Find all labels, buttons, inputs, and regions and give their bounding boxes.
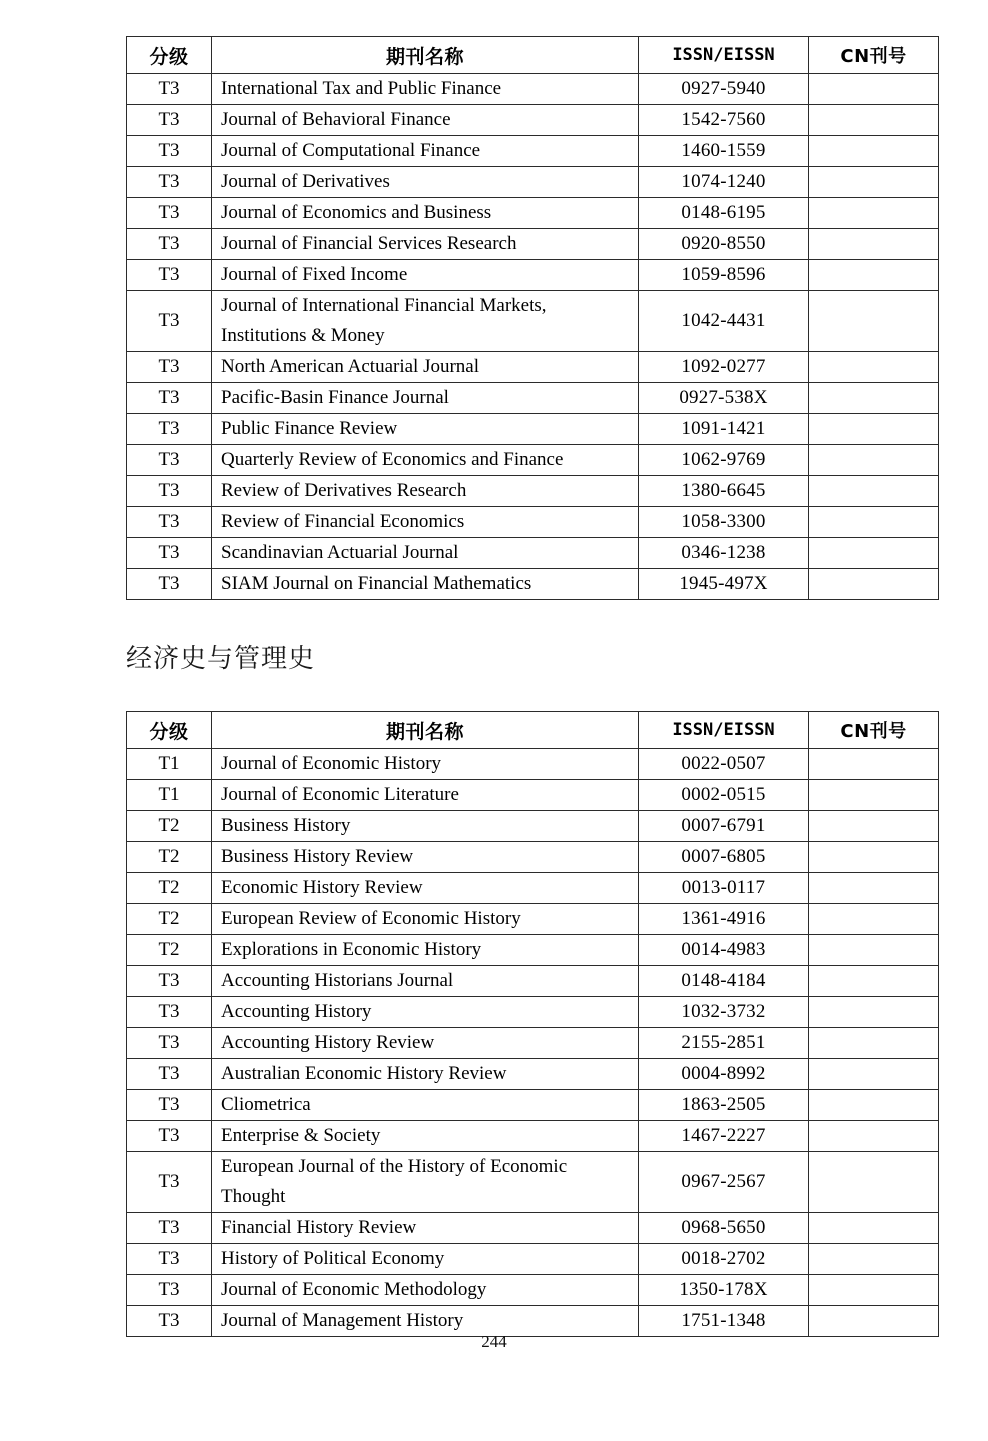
cell-journal-name	[212, 1121, 639, 1152]
journal-name-line: European Journal of the History of Economic	[221, 1156, 568, 1177]
journal-name-line: Review of Financial Economics	[221, 511, 465, 532]
journal-name-line: Journal of Economic Methodology	[221, 1279, 487, 1300]
cell-issn: 1542-7560	[639, 105, 809, 136]
table-row	[127, 476, 939, 507]
journal-name-line: Journal of International Financial Markets,	[221, 295, 547, 316]
cell-journal-name	[212, 291, 639, 352]
cell-issn: 0002-0515	[639, 780, 809, 811]
cell-journal-name	[212, 569, 639, 600]
cell-journal-name	[212, 842, 639, 873]
column-header-journal-name: 期刊名称	[212, 712, 639, 749]
journal-name-line: Enterprise & Society	[221, 1125, 381, 1146]
table-row	[127, 291, 939, 352]
table-row	[127, 873, 939, 904]
table-row	[127, 167, 939, 198]
cell-issn: 1059-8596	[639, 260, 809, 291]
journal-name-line: SIAM Journal on Financial Mathematics	[221, 573, 532, 594]
table-row	[127, 445, 939, 476]
cell-journal-name	[212, 935, 639, 966]
table-row	[127, 1152, 939, 1213]
cell-cn-number	[809, 569, 939, 600]
cell-rank: T2	[127, 904, 212, 935]
cell-cn-number	[809, 780, 939, 811]
cell-issn: 0967-2567	[639, 1152, 809, 1213]
table-row	[127, 74, 939, 105]
cell-rank: T3	[127, 569, 212, 600]
journal-name-line: European Review of Economic History	[221, 908, 521, 929]
table-row	[127, 507, 939, 538]
table-row	[127, 352, 939, 383]
table-header-row	[127, 37, 939, 74]
cell-journal-name	[212, 105, 639, 136]
cell-issn: 1074-1240	[639, 167, 809, 198]
cell-issn: 1091-1421	[639, 414, 809, 445]
cell-journal-name	[212, 749, 639, 780]
cell-cn-number	[809, 507, 939, 538]
cell-cn-number	[809, 136, 939, 167]
cell-journal-name	[212, 507, 639, 538]
cell-cn-number	[809, 74, 939, 105]
journal-name-line: Economic History Review	[221, 877, 423, 898]
column-header-cn: CN刊号	[809, 712, 939, 749]
journal-name-line: Journal of Financial Services Research	[221, 233, 517, 254]
cell-rank: T3	[127, 383, 212, 414]
cell-journal-name	[212, 1059, 639, 1090]
cell-rank: T2	[127, 811, 212, 842]
cell-issn: 1032-3732	[639, 997, 809, 1028]
cell-cn-number	[809, 1090, 939, 1121]
cell-cn-number	[809, 873, 939, 904]
cell-cn-number	[809, 935, 939, 966]
cell-journal-name	[212, 966, 639, 997]
cell-cn-number	[809, 904, 939, 935]
table-row	[127, 1121, 939, 1152]
cell-rank: T2	[127, 935, 212, 966]
table-row	[127, 414, 939, 445]
cell-issn: 0004-8992	[639, 1059, 809, 1090]
cell-journal-name	[212, 229, 639, 260]
cell-cn-number	[809, 1244, 939, 1275]
journal-name-line: Journal of Economic Literature	[221, 784, 459, 805]
cell-rank: T3	[127, 1121, 212, 1152]
cell-rank: T3	[127, 507, 212, 538]
cell-rank: T3	[127, 136, 212, 167]
journal-name-line: Business History Review	[221, 846, 414, 867]
cell-rank: T3	[127, 74, 212, 105]
cell-journal-name	[212, 1090, 639, 1121]
cell-cn-number	[809, 229, 939, 260]
cell-journal-name	[212, 780, 639, 811]
journal-name-line: Cliometrica	[221, 1094, 311, 1115]
cell-rank: T3	[127, 1275, 212, 1306]
journal-name-line: Journal of Management History	[221, 1310, 464, 1331]
journal-name-line: Explorations in Economic History	[221, 939, 482, 960]
cell-issn: 0920-8550	[639, 229, 809, 260]
cell-journal-name	[212, 383, 639, 414]
cell-journal-name	[212, 1028, 639, 1059]
table-row	[127, 842, 939, 873]
cell-journal-name	[212, 1244, 639, 1275]
cell-journal-name	[212, 352, 639, 383]
cell-journal-name	[212, 1152, 639, 1213]
cell-rank: T3	[127, 1244, 212, 1275]
cell-issn: 0014-4983	[639, 935, 809, 966]
journal-name-line: Accounting History	[221, 1001, 372, 1022]
cell-issn: 0927-538X	[639, 383, 809, 414]
cell-cn-number	[809, 1121, 939, 1152]
cell-rank: T2	[127, 873, 212, 904]
cell-journal-name	[212, 997, 639, 1028]
cell-journal-name	[212, 260, 639, 291]
cell-journal-name	[212, 136, 639, 167]
cell-journal-name	[212, 198, 639, 229]
journal-name-line: Thought	[221, 1186, 286, 1207]
table-row	[127, 136, 939, 167]
table-row	[127, 904, 939, 935]
table-row	[127, 780, 939, 811]
cell-rank: T3	[127, 445, 212, 476]
column-header-journal-name: 期刊名称	[212, 37, 639, 74]
cell-cn-number	[809, 476, 939, 507]
cell-rank: T3	[127, 352, 212, 383]
cell-cn-number	[809, 445, 939, 476]
cell-cn-number	[809, 997, 939, 1028]
cell-rank: T3	[127, 229, 212, 260]
cell-cn-number	[809, 1275, 939, 1306]
cell-issn: 1062-9769	[639, 445, 809, 476]
table-row	[127, 1090, 939, 1121]
journal-name-line: Financial History Review	[221, 1217, 417, 1238]
table-row	[127, 935, 939, 966]
table-row	[127, 1213, 939, 1244]
cell-cn-number	[809, 198, 939, 229]
cell-journal-name	[212, 445, 639, 476]
table-header-row	[127, 712, 939, 749]
cell-cn-number	[809, 966, 939, 997]
table-row	[127, 1275, 939, 1306]
cell-issn: 0013-0117	[639, 873, 809, 904]
cell-cn-number	[809, 842, 939, 873]
column-header-issn: ISSN/EISSN	[639, 37, 809, 74]
cell-cn-number	[809, 1152, 939, 1213]
cell-issn: 1058-3300	[639, 507, 809, 538]
cell-issn: 0022-0507	[639, 749, 809, 780]
cell-rank: T3	[127, 414, 212, 445]
cell-rank: T1	[127, 749, 212, 780]
cell-issn: 1361-4916	[639, 904, 809, 935]
cell-issn: 0968-5650	[639, 1213, 809, 1244]
cell-cn-number	[809, 1059, 939, 1090]
journal-table-finance	[126, 36, 939, 600]
journal-name-line: Institutions & Money	[221, 325, 385, 346]
table-row	[127, 811, 939, 842]
journal-name-line: Journal of Economic History	[221, 753, 442, 774]
cell-rank: T3	[127, 1028, 212, 1059]
journal-name-line: Pacific-Basin Finance Journal	[221, 387, 449, 408]
table-row	[127, 997, 939, 1028]
cell-rank: T3	[127, 198, 212, 229]
cell-rank: T3	[127, 966, 212, 997]
cell-cn-number	[809, 167, 939, 198]
column-header-issn: ISSN/EISSN	[639, 712, 809, 749]
cell-rank: T3	[127, 1090, 212, 1121]
cell-issn: 0148-4184	[639, 966, 809, 997]
cell-issn: 0018-2702	[639, 1244, 809, 1275]
column-header-rank: 分级	[127, 712, 212, 749]
cell-issn: 1751-1348	[639, 1306, 809, 1337]
table-row	[127, 1059, 939, 1090]
cell-rank: T3	[127, 1152, 212, 1213]
cell-issn: 0148-6195	[639, 198, 809, 229]
cell-issn: 1042-4431	[639, 291, 809, 352]
table-row	[127, 383, 939, 414]
cell-issn: 0007-6805	[639, 842, 809, 873]
cell-rank: T3	[127, 538, 212, 569]
cell-rank: T3	[127, 1213, 212, 1244]
cell-cn-number	[809, 1213, 939, 1244]
table-row	[127, 105, 939, 136]
table-row	[127, 749, 939, 780]
cell-rank: T3	[127, 260, 212, 291]
table-row	[127, 229, 939, 260]
cell-journal-name	[212, 904, 639, 935]
cell-cn-number	[809, 105, 939, 136]
cell-journal-name	[212, 538, 639, 569]
cell-rank: T3	[127, 167, 212, 198]
journal-name-line: Accounting Historians Journal	[221, 970, 454, 991]
section-heading-economic-history: 经济史与管理史	[126, 644, 316, 674]
table-row	[127, 1244, 939, 1275]
cell-cn-number	[809, 383, 939, 414]
cell-cn-number	[809, 260, 939, 291]
table-row	[127, 569, 939, 600]
cell-rank: T3	[127, 291, 212, 352]
cell-journal-name	[212, 74, 639, 105]
cell-issn: 1380-6645	[639, 476, 809, 507]
cell-journal-name	[212, 811, 639, 842]
cell-issn: 1945-497X	[639, 569, 809, 600]
journal-name-line: Journal of Derivatives	[221, 171, 390, 192]
page-number: 244	[481, 1332, 507, 1351]
table-row	[127, 966, 939, 997]
table-row	[127, 1028, 939, 1059]
table-row	[127, 260, 939, 291]
cell-issn: 0927-5940	[639, 74, 809, 105]
cell-journal-name	[212, 414, 639, 445]
column-header-cn: CN刊号	[809, 37, 939, 74]
column-header-rank: 分级	[127, 37, 212, 74]
cell-rank: T1	[127, 780, 212, 811]
cell-rank: T3	[127, 1059, 212, 1090]
cell-cn-number	[809, 1028, 939, 1059]
journal-name-line: Journal of Economics and Business	[221, 202, 492, 223]
journal-name-line: Scandinavian Actuarial Journal	[221, 542, 459, 563]
cell-issn: 0007-6791	[639, 811, 809, 842]
journal-name-line: North American Actuarial Journal	[221, 356, 480, 377]
cell-journal-name	[212, 1275, 639, 1306]
table-row	[127, 198, 939, 229]
cell-rank: T3	[127, 997, 212, 1028]
cell-issn: 1460-1559	[639, 136, 809, 167]
journal-name-line: History of Political Economy	[221, 1248, 445, 1269]
cell-rank: T2	[127, 842, 212, 873]
cell-rank: T3	[127, 105, 212, 136]
cell-journal-name	[212, 476, 639, 507]
cell-cn-number	[809, 352, 939, 383]
journal-name-line: Accounting History Review	[221, 1032, 435, 1053]
cell-rank: T3	[127, 1306, 212, 1337]
cell-issn: 1092-0277	[639, 352, 809, 383]
cell-cn-number	[809, 291, 939, 352]
cell-rank: T3	[127, 476, 212, 507]
journal-table-economic-history	[126, 711, 939, 1337]
journal-name-line: Review of Derivatives Research	[221, 480, 467, 501]
cell-journal-name	[212, 873, 639, 904]
cell-journal-name	[212, 1213, 639, 1244]
cell-cn-number	[809, 811, 939, 842]
cell-issn: 0346-1238	[639, 538, 809, 569]
cell-issn: 1350-178X	[639, 1275, 809, 1306]
cell-cn-number	[809, 538, 939, 569]
cell-cn-number	[809, 414, 939, 445]
cell-cn-number	[809, 749, 939, 780]
journal-name-line: Australian Economic History Review	[221, 1063, 507, 1084]
cell-issn: 2155-2851	[639, 1028, 809, 1059]
journal-name-line: Public Finance Review	[221, 418, 398, 439]
cell-issn: 1863-2505	[639, 1090, 809, 1121]
cell-journal-name	[212, 167, 639, 198]
journal-name-line: Journal of Computational Finance	[221, 140, 481, 161]
journal-name-line: Business History	[221, 815, 351, 836]
table-row	[127, 538, 939, 569]
journal-name-line: Journal of Behavioral Finance	[221, 109, 451, 130]
journal-name-line: Quarterly Review of Economics and Finance	[221, 449, 564, 470]
journal-name-line: Journal of Fixed Income	[221, 264, 408, 285]
journal-name-line: International Tax and Public Finance	[221, 78, 502, 99]
cell-issn: 1467-2227	[639, 1121, 809, 1152]
